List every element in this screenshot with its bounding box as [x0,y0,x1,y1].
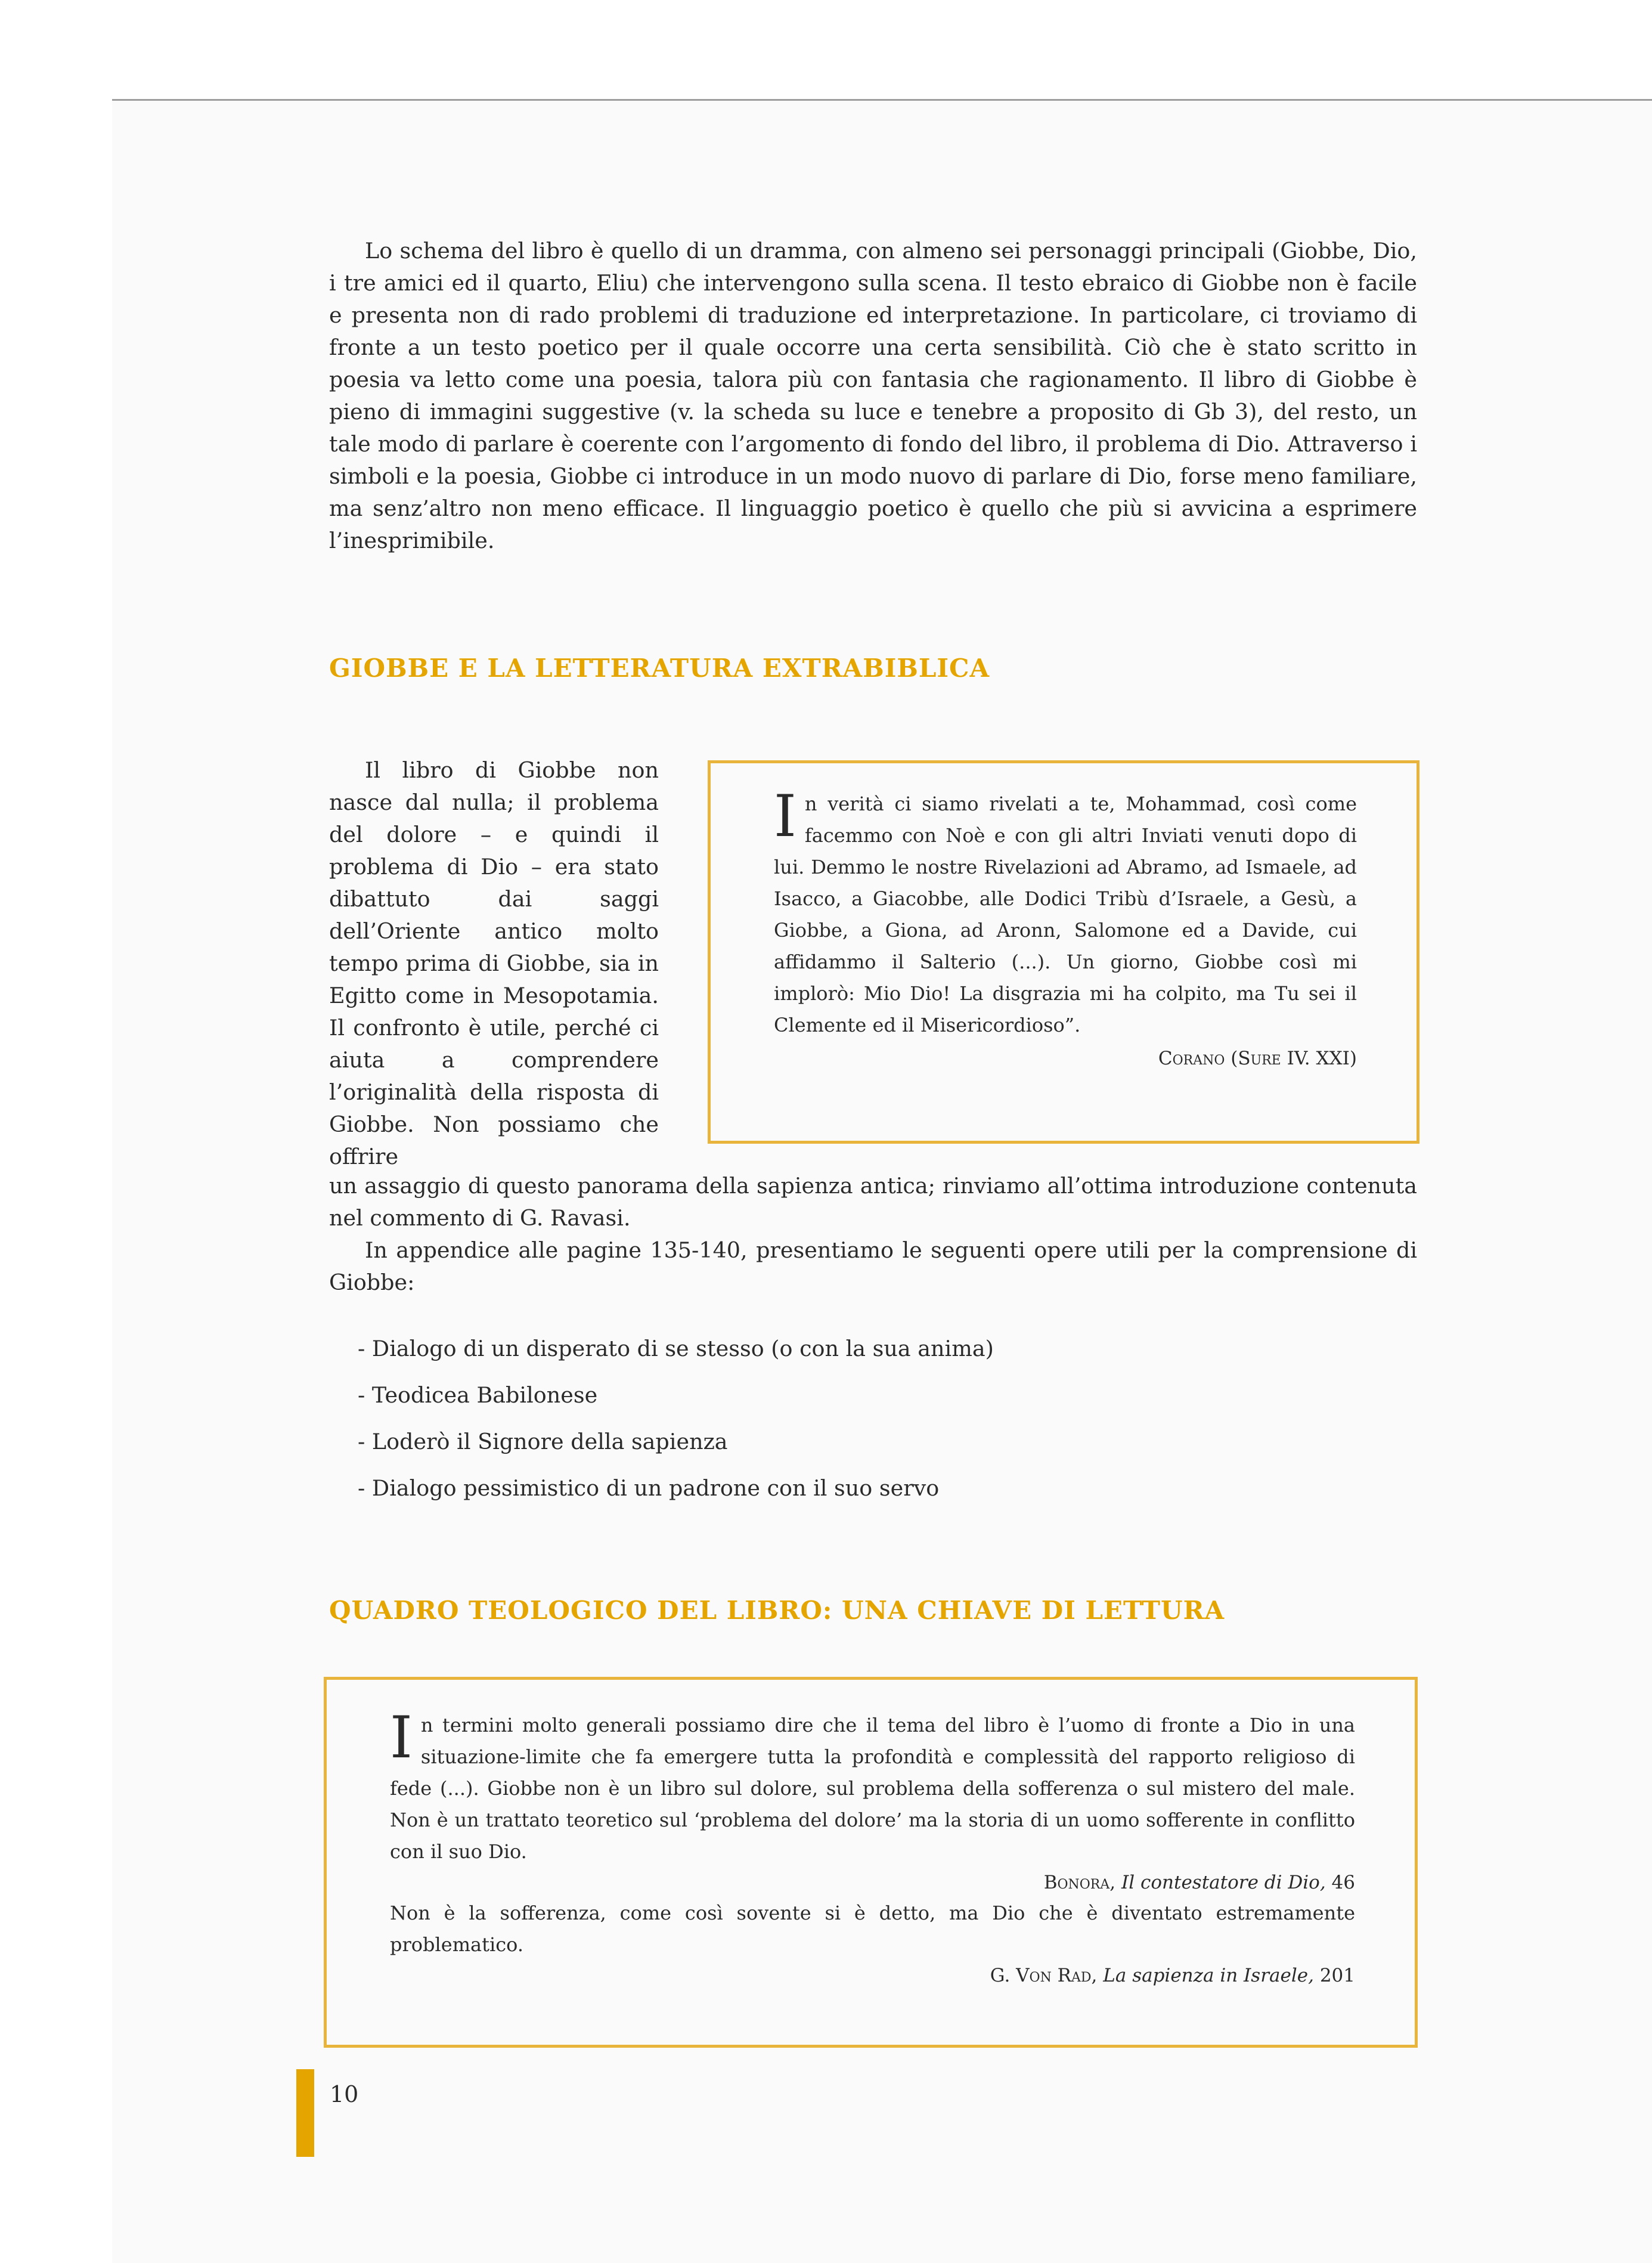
intro-paragraph [329,235,1417,557]
list-item: - Dialogo di un disperato di se stesso (o con la sua anima) [358,1336,994,1361]
koran-citation: Corano (Sure IV. XXI) [1158,1048,1357,1069]
koran-quote-text: n verità ci siamo rivelati a te, Mohammad, così come facemmo con Noè e con gli altri Inviati venuti dopo di lui. Demmo le nostre Rivelazioni ad Abramo, ad Ismaele, ad Isacco, a Giacobbe, alle Dodici Tribù d’Israele, a Gesù, a Giobbe, a Giona, ad Aronn, Salomone ed a Davide, cui affidammo il Salterio (...). Un giorno, Giobbe così mi implorò: Mio Dio! La disgrazia mi ha colpito, ma Tu sei il Clemente ed il Misericordioso”. [774,792,1357,1036]
left-column [329,754,659,1173]
left-column-text: Il libro di Giobbe non nasce dal nulla; il problema del dolore – e quindi il problema di Dio – era stato dibattuto dai saggi dell’Oriente antico molto tempo prima di Giobbe, sia in Egitto come in Mesopotamia. Il confronto è utile, perché ci aiuta a comprendere l’originalità della risposta di Giobbe. Non possiamo che offrire [329,757,659,1169]
continued-paragraph: un assaggio di questo panorama della sapienza antica; rinviamo all’ottima introduzione contenuta nel commento di G. Ravasi. [329,1173,1417,1231]
bonora-quote-text: n termini molto generali possiamo dire che il tema del libro è l’uomo di fronte a Dio in una situazione-limite che fa emergere tutta la profondità e complessità del rapporto religioso di fede (...). Giobbe non è un libro sul dolore, sul problema della sofferenza o sul mistero del male. Non è un trattato teoretico sul ‘problema del dolore’ ma la storia di un uomo sofferente in conflitto con il suo Dio. [390,1714,1355,1863]
bonora-quote [390,1704,1355,1868]
bonora-page: 46 [1331,1872,1355,1893]
bonora-author: Bonora, [1043,1872,1116,1893]
koran-quote [774,783,1357,1041]
vonrad-quote: Non è la sofferenza, come così sovente si è detto, ma Dio che è diventato estremamente problematico. [390,1902,1355,1956]
koran-dropcap: I [774,783,796,850]
vonrad-page: 201 [1319,1965,1355,1986]
continued-text [329,1170,1417,1299]
vonrad-work: La sapienza in Israele, [1103,1965,1314,1986]
koran-quote-box [708,760,1419,1144]
list-item: - Dialogo pessimistico di un padrone con il suo servo [358,1475,940,1501]
section-heading-quadro: QUADRO TEOLOGICO DEL LIBRO: UNA CHIAVE DI LETTURA [329,1596,1225,1625]
theology-quote-box [324,1677,1418,2048]
bonora-citation [390,1868,1355,1897]
page-number: 10 [330,2081,359,2107]
vonrad-citation [390,1961,1355,1990]
works-list [358,1336,994,1522]
intro-text: Lo schema del libro è quello di un dramma, con almeno sei personaggi principali (Giobbe, Dio, i tre amici ed il quarto, Eliu) che intervengono sulla scena. Il testo ebraico di Giobbe non è facile e presenta non di rado problemi di traduzione ed interpretazione. In particolare, ci troviamo di fronte a un testo poetico per il quale occorre una certa sensibilità. Ciò che è stato scritto in poesia va letto come una poesia, talora più con fantasia che ragionamento. Il libro di Giobbe è pieno di immagini suggestive (v. la scheda su luce e tenebre a proposito di Gb 3), del resto, un tale modo di parlare è coerente con l’argomento di fondo del libro, il problema di Dio. Attraverso i simboli e la poesia, Giobbe ci introduce in un modo nuovo di parlare di Dio, forse meno familiare, ma senz’altro non meno efficace. Il linguaggio poetico è quello che più si avvicina a esprimere l’inesprimibile. [329,238,1417,553]
list-item: - Loderò il Signore della sapienza [358,1429,728,1454]
appendix-paragraph: In appendice alle pagine 135-140, presentiamo le seguenti opere utili per la comprensione di Giobbe: [329,1237,1417,1295]
bonora-dropcap: I [390,1704,413,1771]
vonrad-author: G. Von Rad, [990,1965,1098,1986]
page-number-bar [296,2069,314,2157]
section-heading-extrabiblica: GIOBBE E LA LETTERATURA EXTRABIBLICA [329,654,990,683]
list-item: - Teodicea Babilonese [358,1382,598,1408]
bonora-work: Il contestatore di Dio, [1121,1872,1326,1893]
